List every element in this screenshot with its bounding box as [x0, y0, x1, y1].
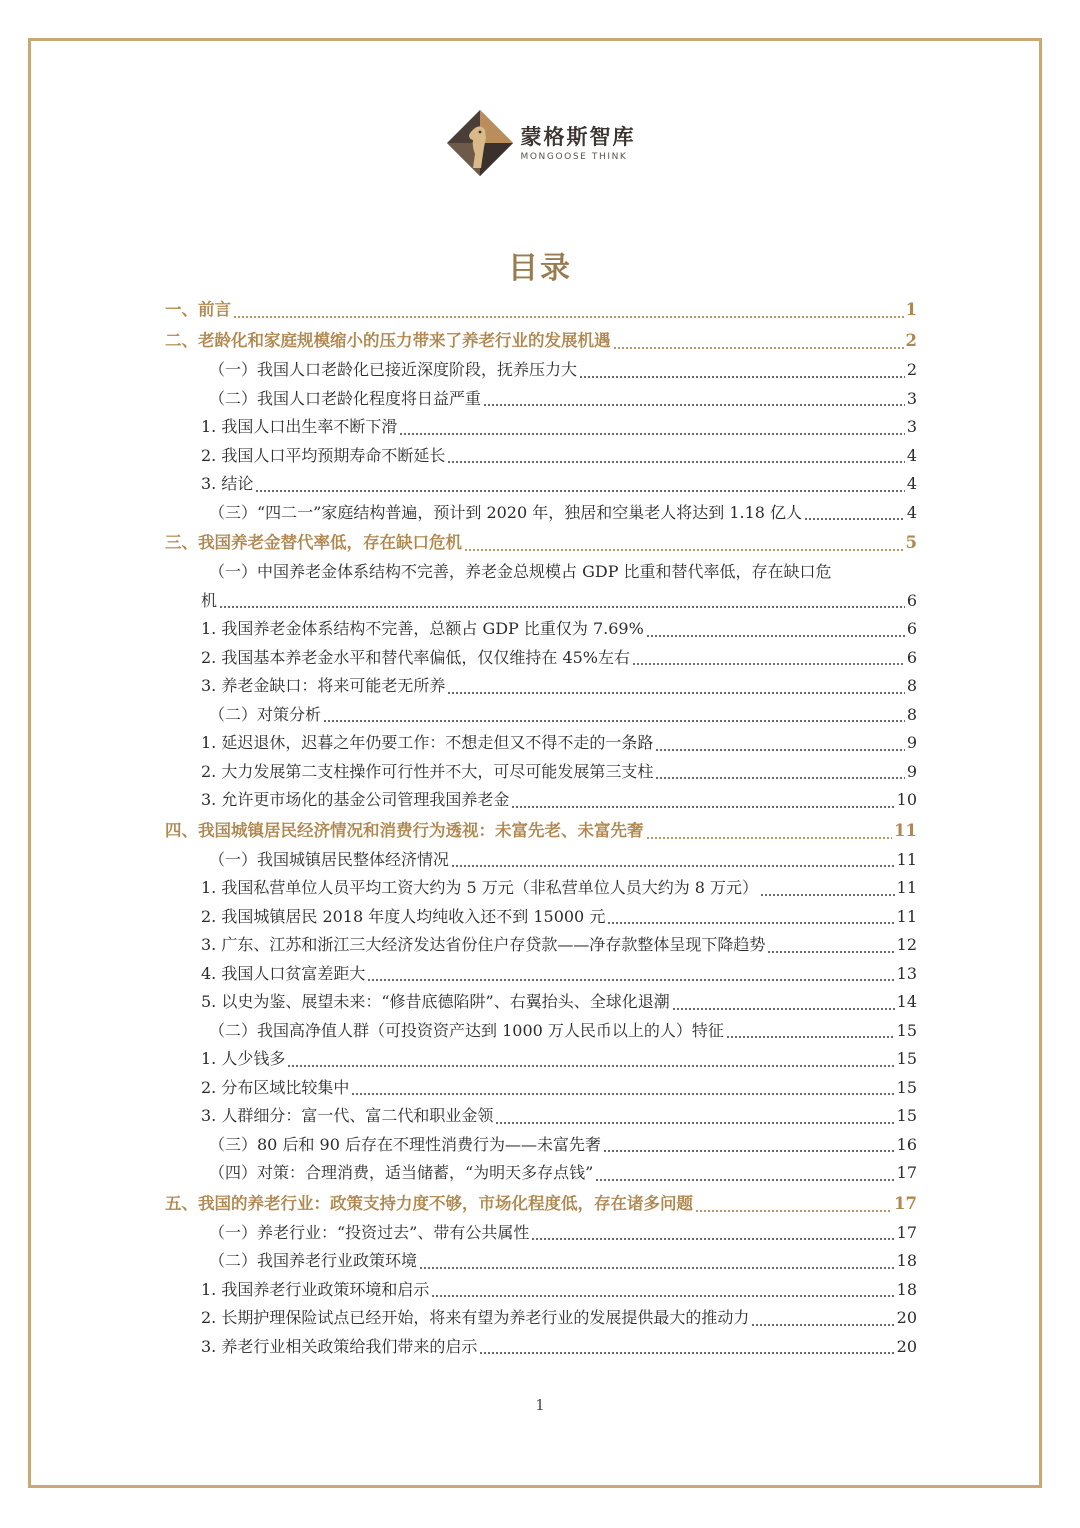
toc-entry-page: 4 [906, 502, 917, 522]
toc-entry[interactable] [165, 1247, 917, 1276]
toc-entry-title: （一）我国人口老龄化已接近深度阶段，抚养压力大 [209, 360, 578, 379]
toc-dot-leader [646, 618, 905, 638]
toc-entry-page: 13 [896, 963, 917, 983]
toc-entry-page: 17 [896, 1163, 917, 1182]
toc-dot-leader [726, 1019, 895, 1039]
toc-entry-title: 五、我国的养老行业：政策支持力度不够，市场化程度低，存在诸多问题 [165, 1193, 693, 1213]
toc-entry-title: 1. 人少钱多 [201, 1049, 286, 1068]
toc-entry[interactable] [165, 470, 917, 499]
toc-entry[interactable] [165, 672, 917, 701]
toc-entry-title: 2. 我国城镇居民 2018 年度人均纯收入还不到 15000 元 [201, 906, 606, 926]
toc-dot-leader [613, 330, 904, 350]
toc-entry[interactable] [165, 1131, 917, 1160]
toc-entry[interactable] [165, 815, 917, 846]
toc-entry-page: 2 [905, 331, 917, 350]
toc-entry-title: 四、我国城镇居民经济情况和消费行为透视：未富先老、未富先奢 [165, 820, 644, 840]
page-number: 1 [535, 1396, 545, 1414]
toc-entry[interactable] [165, 931, 917, 960]
toc-entry[interactable] [165, 1276, 917, 1305]
toc-entry-title: 5. 以史为鉴、展望未来：“修昔底德陷阱”、右翼抬头、全球化退潮 [201, 992, 670, 1011]
toc-entry[interactable] [165, 701, 917, 730]
toc-entry-title: 三、我国养老金替代率低，存在缺口危机 [165, 533, 462, 552]
toc-dot-leader [607, 905, 894, 925]
toc-entry-page: 11 [894, 820, 917, 840]
toc-entry-title: 1. 延迟退休，迟暮之年仍要工作：不想走但又不得不走的一条路 [201, 733, 654, 752]
toc-entry[interactable] [165, 413, 917, 442]
toc-entry-page: 2 [906, 360, 917, 379]
toc-entry-page: 18 [896, 1251, 917, 1270]
toc-dot-leader [447, 444, 904, 464]
logo-name-en: MONGOOSE THINK [520, 151, 628, 162]
toc-dot-leader [483, 387, 905, 407]
toc-entry-title: （一）我国城镇居民整体经济情况 [209, 849, 450, 869]
toc-dot-leader [646, 820, 893, 840]
toc-entry-page: 9 [906, 733, 917, 752]
toc-dot-leader [479, 1335, 894, 1355]
toc-entry-title: 4. 我国人口贫富差距大 [201, 963, 366, 983]
toc-dot-leader [351, 1076, 894, 1096]
toc-entry-page: 12 [896, 935, 917, 954]
toc-entry-page: 18 [896, 1279, 917, 1299]
toc-dot-leader [672, 991, 895, 1011]
toc-dot-leader [804, 501, 905, 521]
toc-entry-title: （二）我国高净值人群（可投资资产达到 1000 万人民币以上的人）特征 [209, 1020, 724, 1040]
toc-entry[interactable] [165, 1159, 917, 1188]
toc-dot-leader [632, 646, 905, 666]
toc-entry-page: 3 [906, 417, 917, 436]
toc-entry-page: 11 [896, 849, 917, 869]
toc-entry-title: （二）我国人口老龄化程度将日益严重 [209, 388, 482, 408]
toc-entry[interactable] [165, 356, 917, 385]
toc-entry-title: 1. 我国私营单位人员平均工资大约为 5 万元（非私营单位人员大约为 8 万元） [201, 878, 759, 897]
mongoose-logo-icon [445, 108, 515, 178]
toc-dot-leader [655, 732, 904, 752]
toc-entry-title: 3. 允许更市场化的基金公司管理我国养老金 [201, 790, 510, 809]
toc-entry-title: 机 [201, 590, 218, 610]
toc-entry-page: 11 [896, 878, 917, 897]
toc-entry-page: 10 [896, 790, 917, 809]
toc-dot-leader [255, 473, 904, 493]
toc-entry-title: 3. 养老金缺口：将来可能老无所养 [201, 676, 446, 695]
toc-entry-title: （二）对策分析 [209, 704, 322, 724]
toc-entry-title: 1. 我国人口出生率不断下滑 [201, 417, 398, 436]
toc-entry[interactable] [165, 527, 917, 558]
toc-entry[interactable] [165, 499, 917, 528]
toc-entry-title: 3. 养老行业相关政策给我们带来的启示 [201, 1336, 478, 1356]
toc-dot-leader [760, 877, 895, 897]
toc-entry-page: 14 [896, 992, 917, 1011]
toc-entry[interactable] [165, 786, 917, 815]
toc-entry[interactable] [165, 325, 917, 356]
toc-entry-page: 20 [896, 1336, 917, 1356]
toc-entry[interactable] [165, 1333, 917, 1362]
toc-entry-title: 2. 我国人口平均预期寿命不断延长 [201, 445, 446, 465]
toc-entry[interactable] [165, 988, 917, 1017]
toc-dot-leader [655, 760, 904, 780]
toc-entry[interactable] [165, 1074, 917, 1103]
toc-dot-leader [695, 1193, 892, 1213]
toc-entry[interactable] [165, 758, 917, 787]
toc-entry-page: 5 [905, 533, 917, 552]
toc-entry-page: 8 [906, 704, 917, 724]
toc-entry-page: 1 [905, 300, 917, 319]
toc-dot-leader [751, 1307, 894, 1327]
toc-entry[interactable] [165, 729, 917, 758]
toc-dot-leader [431, 1278, 894, 1298]
toc-entry[interactable] [165, 442, 917, 471]
toc-entry-page: 11 [896, 906, 917, 926]
toc-entry[interactable] [165, 1219, 917, 1248]
toc-dot-leader [595, 1162, 894, 1182]
toc-dot-leader [464, 532, 904, 552]
toc-entry[interactable] [165, 874, 917, 903]
toc-entry[interactable] [165, 587, 917, 616]
toc-entry-title: （二）我国养老行业政策环境 [209, 1251, 418, 1270]
toc-entry-page: 16 [896, 1134, 917, 1154]
logo [0, 108, 1080, 178]
toc-entry-title: 2. 我国基本养老金水平和替代率偏低，仅仅维持在 45%左右 [201, 647, 631, 667]
toc-entry-title: 二、老龄化和家庭规模缩小的压力带来了养老行业的发展机遇 [165, 331, 611, 350]
toc-entry-title: （一）养老行业：“投资过去”、带有公共属性 [209, 1222, 530, 1242]
toc-dot-leader [495, 1105, 894, 1125]
toc-dot-leader [579, 359, 905, 379]
toc-entry-title: 1. 我国养老金体系结构不完善，总额占 GDP 比重仅为 7.69% [201, 619, 644, 638]
toc-entry[interactable] [165, 1102, 917, 1131]
toc-entry[interactable] [165, 1045, 917, 1074]
toc-dot-leader [287, 1048, 894, 1068]
toc-entry[interactable] [165, 644, 917, 673]
toc-entry[interactable] [165, 294, 917, 325]
toc-dot-leader [767, 934, 894, 954]
toc-entry-page: 20 [896, 1308, 917, 1327]
toc-dot-leader [367, 962, 894, 982]
toc-entry-page: 15 [896, 1020, 917, 1040]
table-of-contents [165, 294, 917, 1361]
toc-entry-line[interactable]: （一）中国养老金体系结构不完善，养老金总规模占 GDP 比重和替代率低，存在缺口危 [209, 562, 832, 581]
toc-entry-page: 9 [906, 761, 917, 781]
toc-entry-title: 一、前言 [165, 300, 231, 319]
toc-entry[interactable] [165, 1017, 917, 1046]
toc-entry[interactable] [165, 903, 917, 932]
logo-name-cn: 蒙格斯智库 [520, 124, 636, 149]
toc-dot-leader [531, 1221, 894, 1241]
toc-entry-title: 1. 我国养老行业政策环境和启示 [201, 1279, 430, 1299]
toc-entry-page: 15 [896, 1106, 917, 1125]
toc-entry-title: 3. 结论 [201, 474, 254, 493]
toc-entry-title: （四）对策：合理消费，适当储蓄，“为明天多存点钱” [209, 1163, 594, 1182]
toc-dot-leader [419, 1250, 895, 1270]
toc-entry-page: 6 [906, 619, 917, 638]
toc-entry-title: 2. 长期护理保险试点已经开始，将来有望为养老行业的发展提供最大的推动力 [201, 1308, 750, 1327]
toc-dot-leader [219, 589, 905, 609]
toc-dot-leader [399, 416, 904, 436]
toc-dot-leader [511, 789, 894, 809]
toc-dot-leader [603, 1133, 895, 1153]
toc-entry-page: 3 [906, 388, 917, 408]
toc-entry-title: （三）80 后和 90 后存在不理性消费行为——未富先奢 [209, 1134, 601, 1154]
toc-entry-title: 2. 大力发展第二支柱操作可行性并不大，可尽可能发展第三支柱 [201, 761, 654, 781]
toc-dot-leader [447, 675, 904, 695]
toc-entry[interactable] [165, 615, 917, 644]
toc-entry-page: 17 [894, 1193, 917, 1213]
toc-entry[interactable] [165, 1188, 917, 1219]
toc-entry-title: 3. 广东、江苏和浙江三大经济发达省份住户存贷款——净存款整体呈现下降趋势 [201, 935, 766, 954]
toc-entry-page: 6 [906, 590, 917, 610]
toc-entry[interactable] [165, 385, 917, 414]
toc-entry[interactable] [165, 846, 917, 875]
toc-entry-page: 15 [896, 1077, 917, 1097]
toc-entry-page: 4 [906, 474, 917, 493]
toc-dot-leader [323, 703, 905, 723]
toc-entry-page: 17 [896, 1222, 917, 1242]
toc-entry-page: 6 [906, 647, 917, 667]
toc-entry-page: 8 [906, 676, 917, 695]
toc-dot-leader [451, 848, 895, 868]
toc-entry-title: （三）“四二一”家庭结构普遍，预计到 2020 年，独居和空巢老人将达到 1.18 亿人 [209, 502, 803, 522]
toc-entry-page: 15 [896, 1049, 917, 1068]
toc-entry[interactable] [165, 1304, 917, 1333]
toc-entry-page: 4 [906, 445, 917, 465]
toc-entry[interactable] [165, 960, 917, 989]
toc-dot-leader [233, 299, 904, 319]
toc-title: 目录 [508, 251, 572, 286]
toc-entry-title: 2. 分布区域比较集中 [201, 1077, 350, 1097]
toc-entry-title: 3. 人群细分：富一代、富二代和职业金领 [201, 1106, 494, 1125]
